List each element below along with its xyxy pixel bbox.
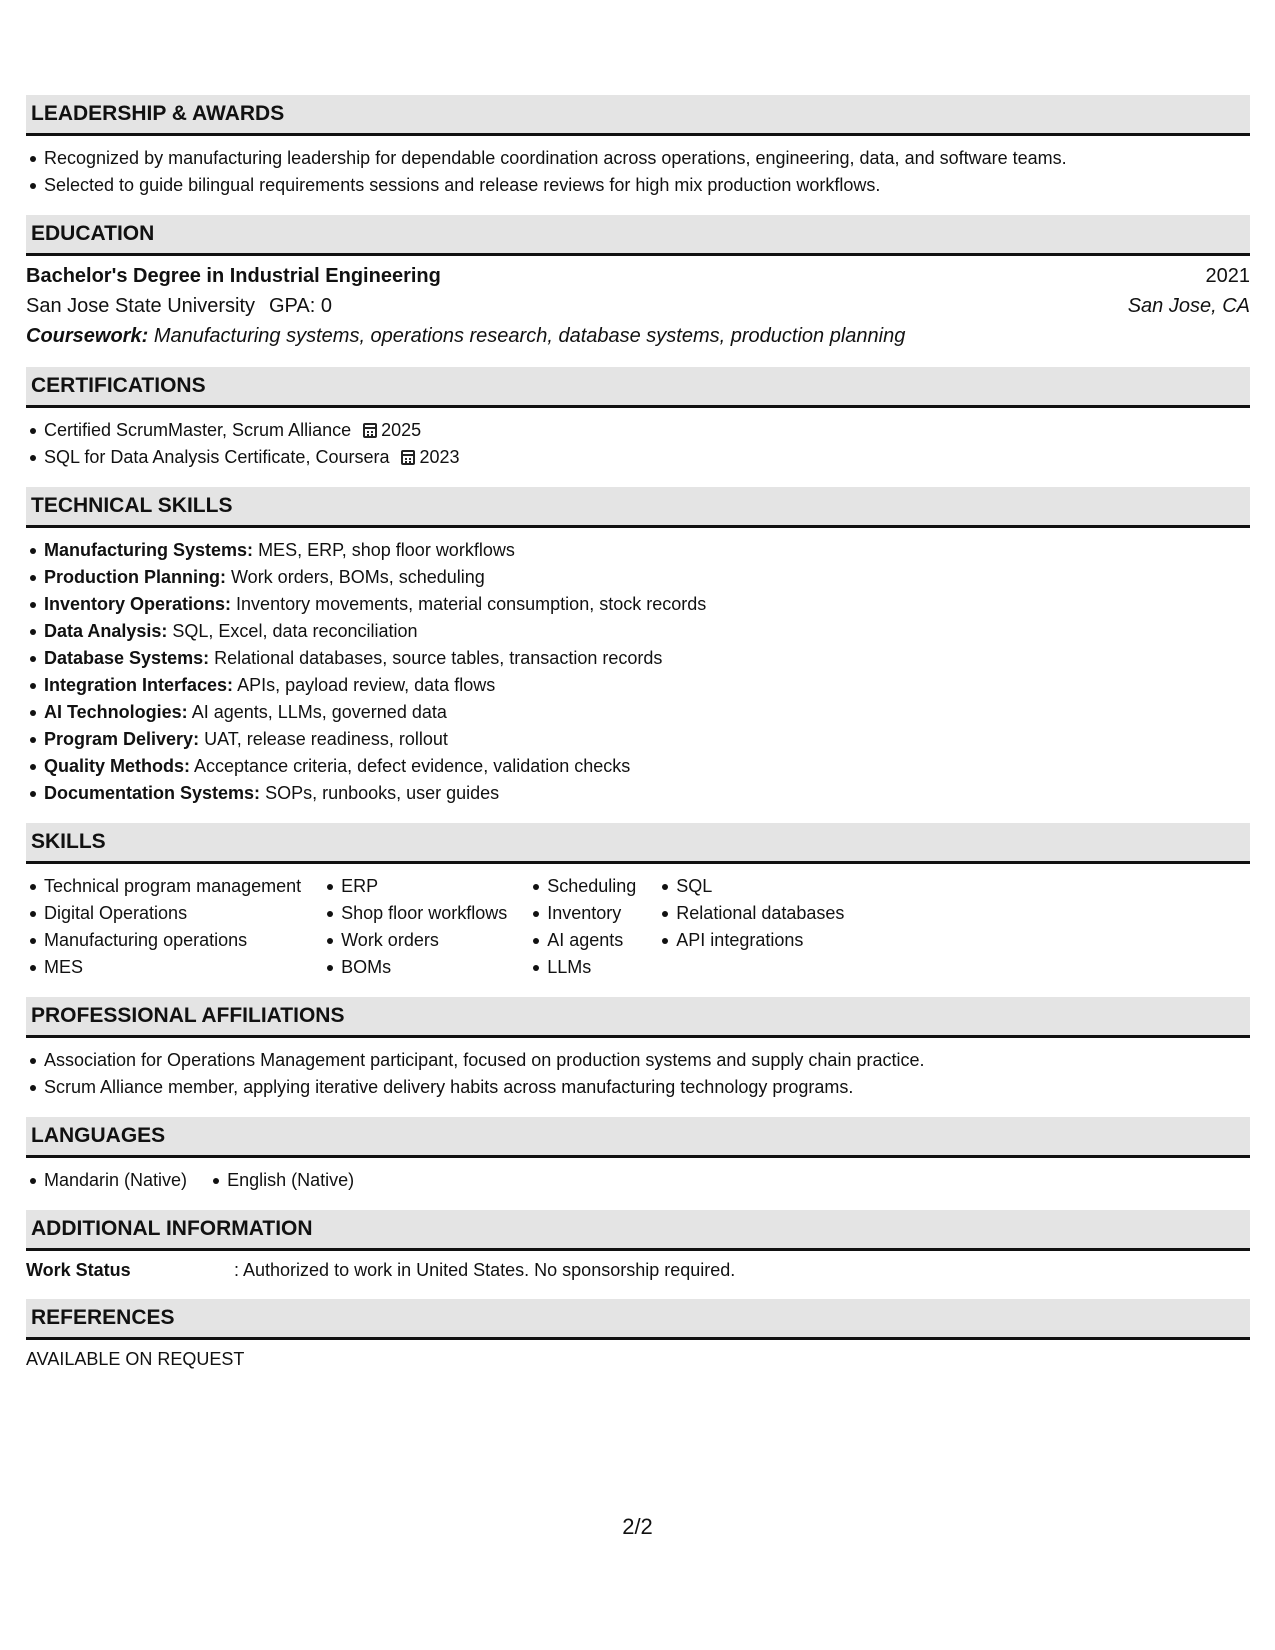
list-item [44,699,1250,726]
list-item [44,672,1250,699]
list-item: Relational databases [676,900,844,927]
affiliations-list [26,1047,1250,1101]
references-text: AVAILABLE ON REQUEST [26,1349,245,1369]
list-item [44,645,1250,672]
resume-page [26,95,1250,1388]
section-title-education: EDUCATION [26,215,1250,256]
skill-category: Production Planning: [44,567,226,587]
skill-values: Inventory movements, material consumption, stock records [236,594,707,614]
list-item: Mandarin (Native) [44,1167,187,1194]
skills-column [323,873,507,981]
skill-values: Work orders, BOMs, scheduling [231,567,485,587]
skill-category: Integration Interfaces: [44,675,234,695]
certification-year: 2023 [419,447,460,467]
list-item [44,753,1250,780]
list-item: AI agents [547,927,636,954]
skill-values: APIs, payload review, data flows [237,675,496,695]
list-item: English (Native) [227,1167,354,1194]
section-title-additional-information: ADDITIONAL INFORMATION [26,1210,1250,1251]
list-item: Inventory [547,900,636,927]
language-column [26,1167,187,1194]
certification-name: Certified ScrumMaster, Scrum Alliance [44,420,352,440]
list-item: Digital Operations [44,900,301,927]
list-item: LLMs [547,954,636,981]
list-item: Scrum Alliance member, applying iterative delivery habits across manufacturing technology programs. [44,1074,1250,1101]
section-additional-information [26,1210,1250,1283]
certifications-list [26,417,1250,471]
skills-column [529,873,636,981]
education-gpa: GPA: 0 [269,295,332,317]
coursework-label: Coursework: [26,325,149,347]
section-title-references: REFERENCES [26,1299,1250,1340]
list-item: SQL [676,873,844,900]
list-item: Selected to guide bilingual requirements sessions and release reviews for high mix production workflows. [44,172,1250,199]
list-item [44,444,1250,471]
list-item [44,726,1250,753]
skill-category: Quality Methods: [44,756,191,776]
list-item: MES [44,954,301,981]
skills-column [26,873,301,981]
list-item [44,618,1250,645]
section-languages [26,1117,1250,1194]
skills-grid [26,873,1250,981]
skill-category: Manufacturing Systems: [44,540,254,560]
skill-values: SOPs, runbooks, user guides [265,783,500,803]
list-item: ERP [341,873,507,900]
skill-category: Data Analysis: [44,621,168,641]
section-professional-affiliations [26,997,1250,1101]
education-degree: Bachelor's Degree in Industrial Engineering [26,265,441,287]
list-item [44,417,1250,444]
section-leadership-awards [26,95,1250,199]
education-school: San Jose State University [26,295,255,317]
certification-year: 2025 [381,420,422,440]
education-location: San Jose, CA [1127,295,1250,317]
education-year: 2021 [1205,265,1250,287]
language-column [209,1167,354,1194]
skill-values: Relational databases, source tables, transaction records [214,648,663,668]
skill-category: Inventory Operations: [44,594,232,614]
skill-category: Program Delivery: [44,729,200,749]
languages-list [26,1167,1250,1194]
section-title-languages: LANGUAGES [26,1117,1250,1158]
education-coursework [26,321,1250,351]
certification-name: SQL for Data Analysis Certificate, Coursera [44,447,390,467]
work-status-row [26,1257,1250,1283]
skill-values: Acceptance criteria, defect evidence, validation checks [194,756,631,776]
coursework-text: Manufacturing systems, operations research, database systems, production planning [153,325,906,347]
list-item: Work orders [341,927,507,954]
list-item [44,564,1250,591]
work-status-label: Work Status [26,1260,131,1280]
work-status-value: : Authorized to work in United States. No sponsorship required. [234,1260,736,1280]
section-title-professional-affiliations: PROFESSIONAL AFFILIATIONS [26,997,1250,1038]
list-item: Scheduling [547,873,636,900]
leadership-list [26,145,1250,199]
section-title-skills: SKILLS [26,823,1250,864]
section-references [26,1299,1250,1372]
calendar-icon [401,450,415,465]
section-technical-skills [26,487,1250,807]
skill-values: SQL, Excel, data reconciliation [172,621,418,641]
list-item: Manufacturing operations [44,927,301,954]
list-item: Technical program management [44,873,301,900]
list-item: BOMs [341,954,507,981]
section-title-technical-skills: TECHNICAL SKILLS [26,487,1250,528]
section-title-leadership-awards: LEADERSHIP & AWARDS [26,95,1250,136]
skill-category: Documentation Systems: [44,783,261,803]
list-item: Association for Operations Management participant, focused on production systems and supply chain practice. [44,1047,1250,1074]
list-item [44,537,1250,564]
page-number: 2/2 [622,1514,653,1539]
list-item: Shop floor workflows [341,900,507,927]
skill-category: Database Systems: [44,648,210,668]
skills-column [658,873,844,981]
section-skills [26,823,1250,981]
calendar-icon [363,423,377,438]
skill-values: UAT, release readiness, rollout [204,729,448,749]
list-item [44,591,1250,618]
skill-category: AI Technologies: [44,702,188,722]
list-item: Recognized by manufacturing leadership for dependable coordination across operations, engineering, data, and software teams. [44,145,1250,172]
technical-skills-list [26,537,1250,807]
list-item [44,780,1250,807]
section-title-certifications: CERTIFICATIONS [26,367,1250,408]
skill-values: AI agents, LLMs, governed data [191,702,447,722]
list-item: API integrations [676,927,844,954]
section-education [26,215,1250,351]
skill-values: MES, ERP, shop floor workflows [258,540,515,560]
section-certifications [26,367,1250,471]
